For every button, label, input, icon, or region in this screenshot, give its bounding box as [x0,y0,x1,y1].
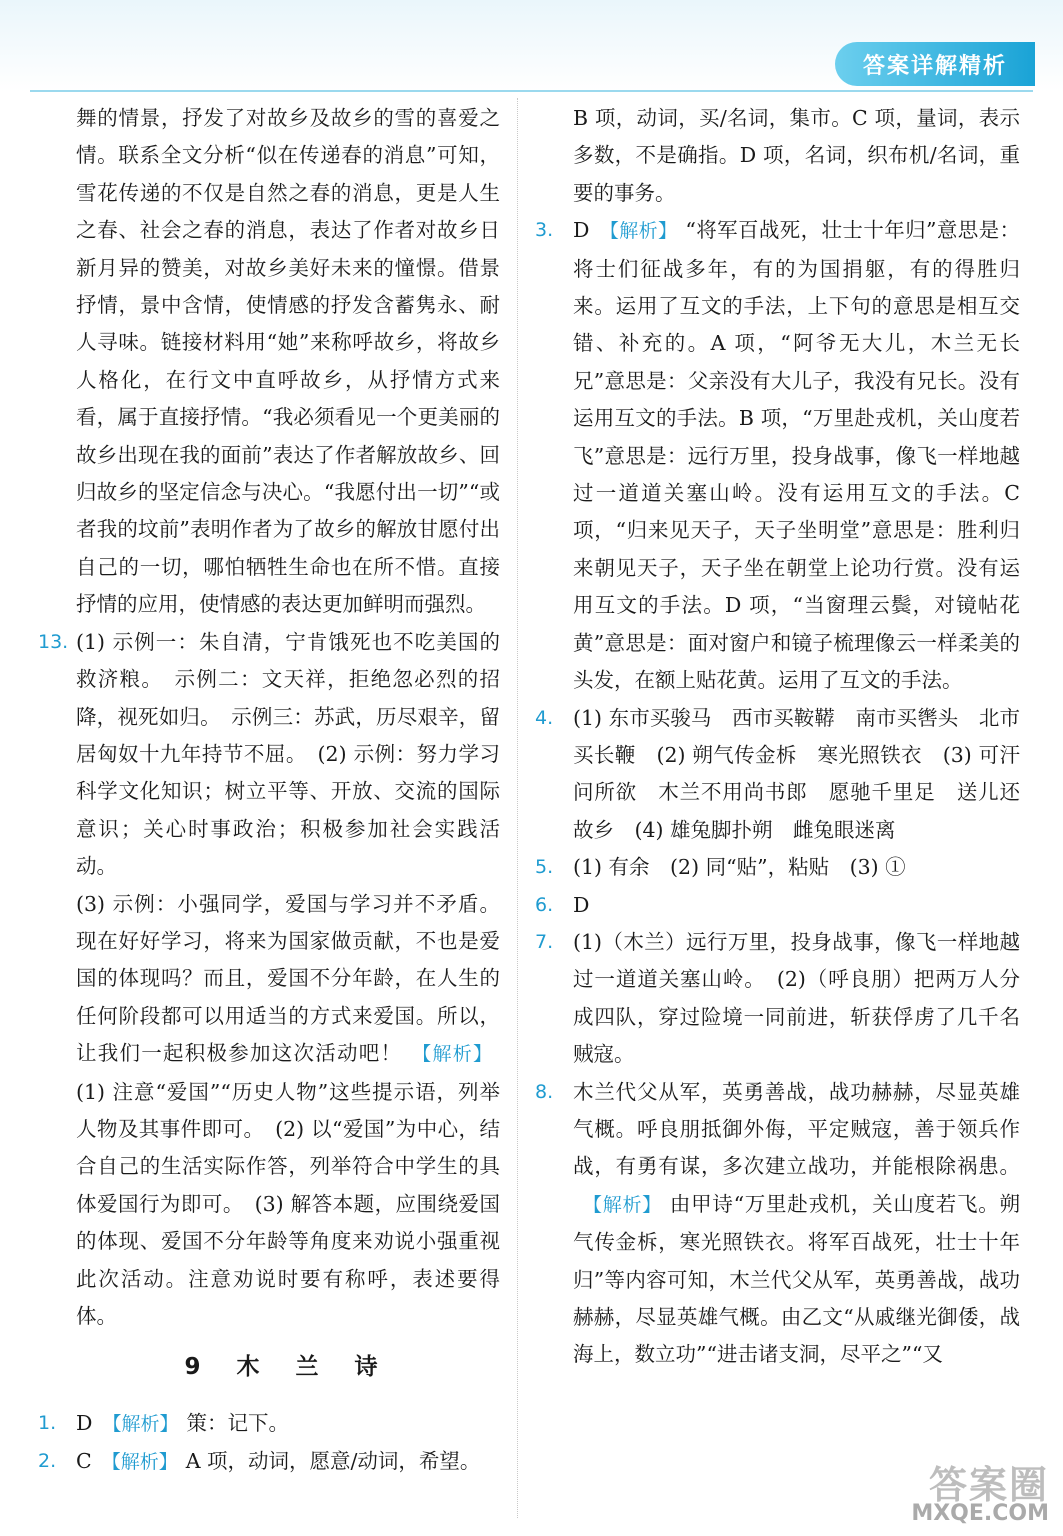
question-6 [535,887,1020,924]
question-4 [535,700,1020,850]
analysis-tag: 【解析】 [412,1043,492,1066]
analysis-tag: 【解析】 [583,1193,662,1216]
answer-text-part3 [76,886,500,1336]
analysis-text: A 项，动词，愿意/动词，希望。 [185,1449,481,1474]
answer-text: D [573,892,590,917]
question-number: 2. [38,1450,57,1473]
watermark [885,1454,1055,1532]
question-number: 8. [535,1080,554,1103]
analysis-text: 策：记下。 [186,1410,289,1435]
question-number: 1. [38,1411,57,1434]
question-number: 5. [535,856,554,879]
watermark-site: MXQE.COM [911,1501,1049,1526]
question-number: 6. [535,893,554,916]
question-3 [535,212,1020,699]
answer-text: (1) 示例一：朱自清，宁肯饿死也不吃美国的救济粮。 示例二：文天祥，拒绝忽必烈的招降，视死如归。 示例三：苏武，历尽艰辛，留居匈奴十九年持节不屈。 (2) 示例：努力学习科学文化知识；树立平等、开放、交流的国际意识；关心时事政治；积极参加社会实践活动。 [76,629,500,879]
question-number: 3. [535,219,554,242]
header-label: 答案详解精析 [862,53,1007,79]
continued-analysis: B 项，动词，买/名词，集市。C 项，量词，表示多数，不是确指。D 项，名词，织布机/名词，重要的事务。 [573,106,1020,205]
question-1 [38,1405,500,1443]
answer-letter: D [76,1410,93,1435]
answer-letter: C [76,1449,92,1474]
right-column [535,100,1020,1374]
question-number: 4. [535,706,554,729]
analysis-tag: 【解析】 [101,1451,178,1474]
question-number: 7. [535,930,554,953]
question-2 [38,1443,500,1481]
analysis-text: 由甲诗“万里赴戎机，关山度若飞。朔气传金柝，寒光照铁衣。将军百战死，壮士十年归”等内容可知，木兰代父从军，英勇善战，战功赫赫，尽显英雄气概。由乙文“从戚继光御倭，战海上，数立功”“进击诸支洞，尽平之”“又 [573,1191,1020,1367]
question-13 [38,624,500,1336]
answer-text: (1) 有余 (2) 同“贴”，粘贴 (3) ① [573,855,906,880]
answer-letter: D [573,218,590,243]
section-title: 9 木 兰 诗 [184,1354,392,1381]
analysis-text: “将军百战死，壮士十年归”意思是：将士们征战多年，有的为国捐躯，有的得胜归来。运用了互文的手法，上下句的意思是相互交错、补充的。A 项，“阿爷无大儿，木兰无长兄”意思是：父亲没有大儿子，我没有兄长。没有运用互文的手法。B 项，“万里赴戎机，关山度若飞”意思是：远行万里，投身战事，像飞一样地越过一道道关塞山岭。没有运用互文的手法。C 项，“归来见天子，天子坐明堂”意思是：胜利归来朝见天子，天子坐在朝堂上论功行赏。没有运用互文的手法。D 项，“当窗理云鬓，对镜帖花黄”意思是：面对窗户和镜子梳理像云一样柔美的头发，在额上贴花黄。运用了互文的手法。 [573,218,1020,693]
question-5 [535,849,1020,886]
watermark-logo: 答案圈 [928,1463,1049,1507]
answer-text: (1) 东市买骏马 西市买鞍鞯 南市买辔头 北市买长鞭 (2) 朔气传金柝 寒光照铁衣 (3) 可汗问所欲 木兰不用尚书郎 愿驰千里足 送儿还故乡 (4) 雄兔脚扑朔 雌兔眼迷离 [573,705,1020,842]
left-column [38,100,500,1482]
analysis-tag: 【解析】 [102,1412,179,1435]
question-number: 13. [38,630,69,653]
column-divider [517,98,518,1518]
analysis-tag: 【解析】 [599,220,678,243]
intro-paragraph: 舞的情景，抒发了对故乡及故乡的雪的喜爱之情。联系全文分析“似在传递春的消息”可知，雪花传递的不仅是自然之春的消息，更是人生之春、社会之春的消息，表达了作者对故乡日新月异的赞美，对故乡美好未来的憧憬。借景抒情，景中含情，使情感的抒发含蓄隽永、耐人寻味。链接材料用“她”来称呼故乡，将故乡人格化，在行文中直呼故乡，从抒情方式来看，属于直接抒情。“我必须看见一个更美丽的故乡出现在我的面前”表达了作者解放故乡、回归故乡的坚定信念与决心。“我愿付出一切”“或者我的坟前”表明作者为了故乡的解放甘愿付出自己的一切，哪怕牺牲生命也在所不惜。直接抒情的应用，使情感的表达更加鲜明而强烈。 [76,106,500,617]
analysis-text: (1) 注意“爱国”“历史人物”这些提示语，列举人物及其事件即可。 (2) 以“爱国”为中心，结合自己的生活实际作答，列举符合中学生的具体爱国行为即可。 (3) 解答本题，应围绕爱国的体现、爱国不分年龄等角度来劝说小强重视此次活动。注意劝说时要有称呼，表述要得体。 [76,1079,500,1328]
answer-text: 木兰代父从军，英勇善战，战功赫赫，尽显英雄气概。呼良朋抵御外侮，平定贼寇，善于领兵作战，有勇有谋，多次建立战功，并能根除祸患。 [573,1079,1020,1179]
answer-text: (1)（木兰）远行万里，投身战事，像飞一样地越过一道道关塞山岭。 (2)（呼良朋）把两万人分成四队，穿过险境一同前进，斩获俘虏了几千名贼寇。 [573,929,1020,1067]
header-tab [835,42,1035,86]
header-rule [30,90,1033,92]
question-7 [535,924,1020,1074]
question-8 [535,1074,1020,1374]
answer-text: (3) 示例：小强同学，爱国与学习并不矛盾。现在好好学习，将来为国家做贡献，不也是爱国的体现吗？而且，爱国不分年龄，在人生的任何阶段都可以用适当的方式来爱国。所以，让我们一起积极参加这次活动吧！ [76,891,500,1066]
